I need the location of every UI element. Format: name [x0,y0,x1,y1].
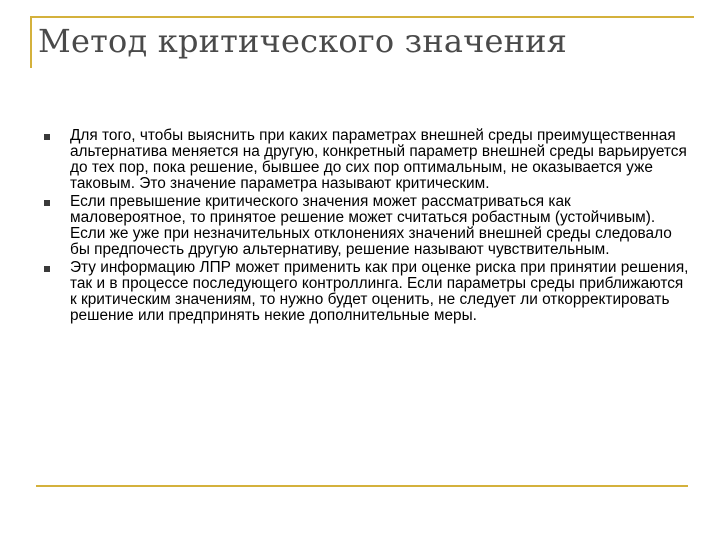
square-bullet-icon [44,200,50,206]
slide-title: Метод критического значения [38,22,568,60]
bullet-text: Эту информацию ЛПР может применить как при оценке риска при принятии решения, так и в процессе последующего контроллинга. Если параметры среды приближаются к критическим значениям, то нужно будет оценить, не следует ли откорректировать решение или предпринять некие дополнительные меры. [70,259,689,324]
left-accent-rule [30,16,32,68]
bottom-accent-rule [36,485,688,487]
bullet-item [40,194,690,258]
bullet-text: Для того, чтобы выяснить при каких параметрах внешней среды преимущественная альтернатива меняется на другую, конкретный параметр внешней среды варьируется до тех пор, пока решение, бывшее до сих пор оптимальным, не оказывается уже таковым. Это значение параметра называют критическим. [70,127,687,192]
bullet-text: Если превышение критического значения может рассматриваться как маловероятное, то принятое решение может считаться робастным (устойчивым). Если же уже при незначительных отклонениях значений внешней среды следовало бы предпочесть другую альтернативу, решение называют чувствительным. [70,193,672,258]
bullet-item [40,128,690,192]
bullet-list [40,128,690,326]
top-accent-rule [30,16,694,18]
square-bullet-icon [44,266,50,272]
bullet-item [40,260,690,324]
square-bullet-icon [44,134,50,140]
